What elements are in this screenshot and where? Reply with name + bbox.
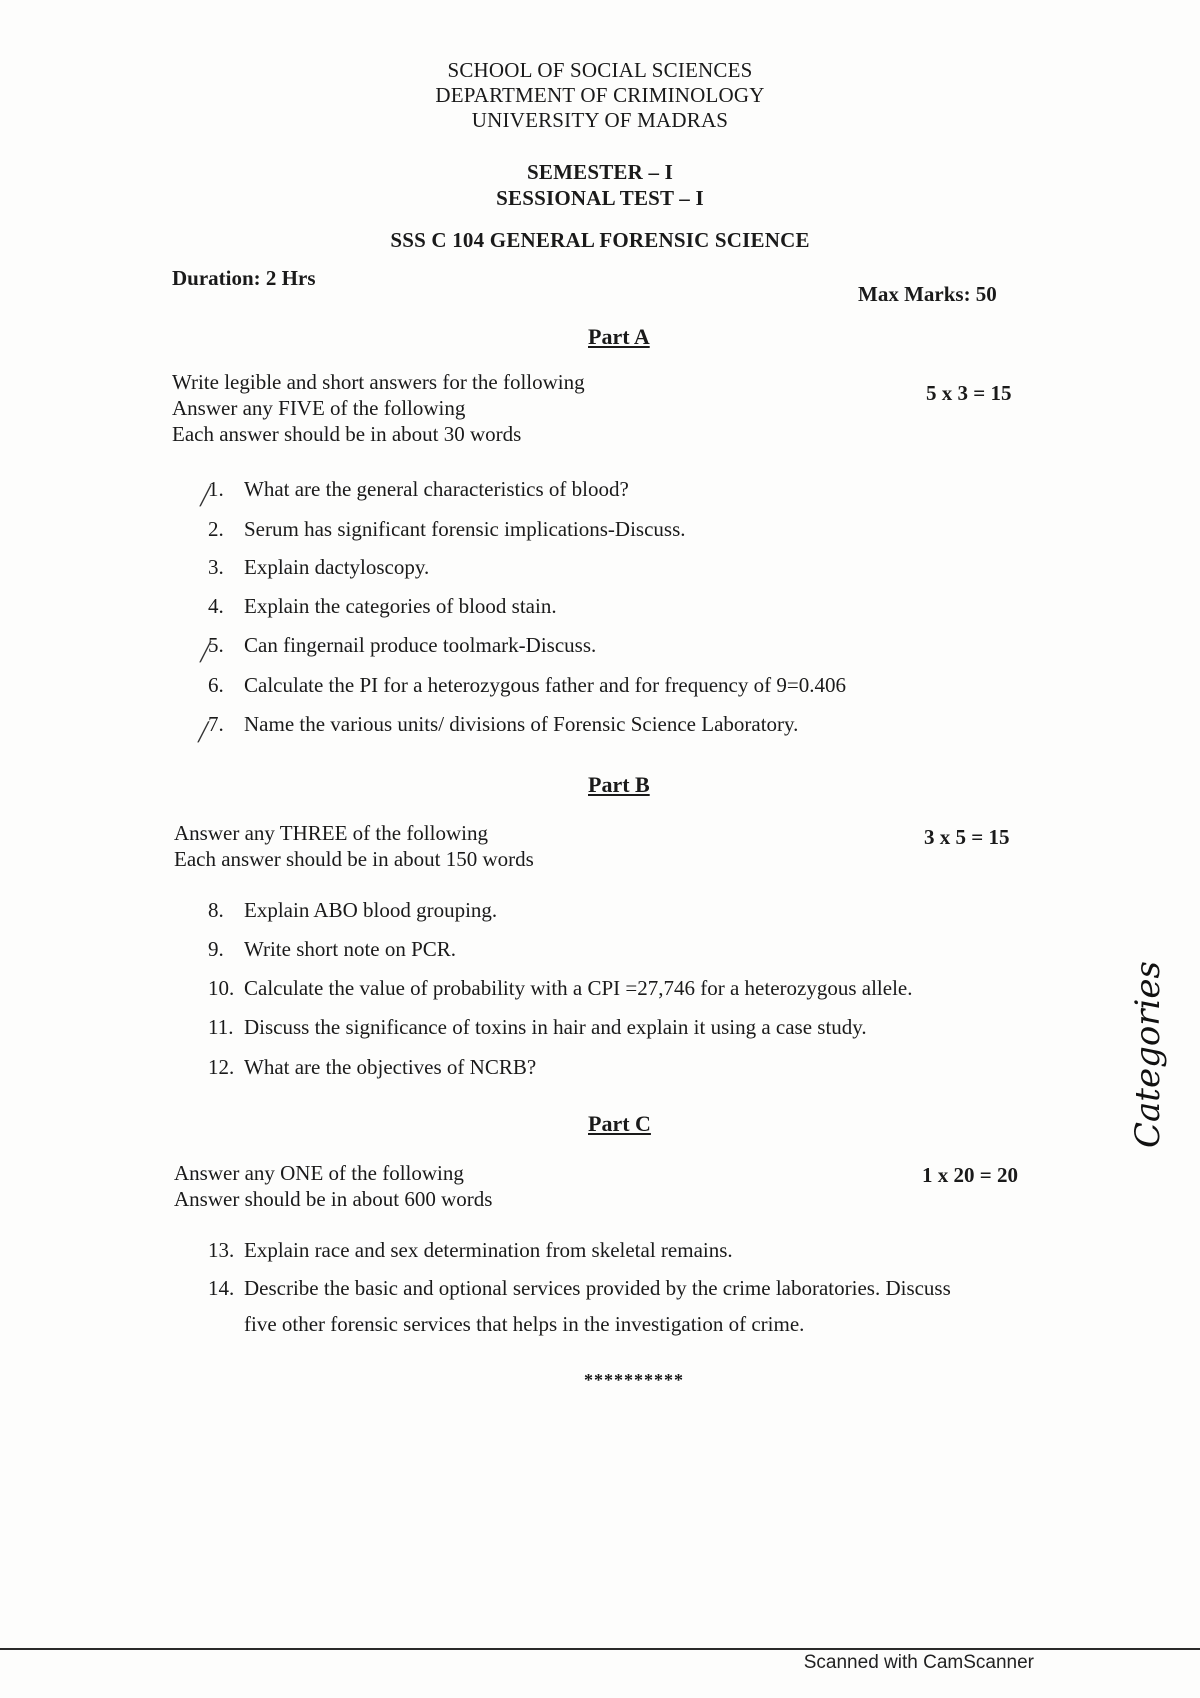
question-text: Write short note on PCR. — [244, 937, 457, 961]
part-a-title: Part A — [588, 324, 650, 349]
question-text: Calculate the value of probability with a CPI =27,746 for a heterozygous allele. — [244, 976, 913, 1000]
question-text: Describe the basic and optional services provided by the crime laboratories. Discuss — [244, 1276, 951, 1300]
question-number: 13. — [208, 1238, 235, 1262]
question-number: 10. — [208, 976, 235, 1000]
question-item — [208, 477, 629, 502]
question-item — [208, 1015, 867, 1040]
question-item — [208, 673, 846, 698]
question-number: 11. — [208, 1015, 234, 1039]
question-item — [208, 937, 456, 962]
part-b-instructions — [174, 820, 534, 872]
question-text: Calculate the PI for a heterozygous father and for frequency of 9=0.406 — [244, 673, 846, 697]
instruction-line: Answer should be in about 600 words — [174, 1187, 493, 1211]
part-c-title: Part C — [588, 1111, 651, 1136]
instruction-line: Answer any THREE of the following — [174, 821, 488, 845]
part-b-title: Part B — [588, 772, 650, 797]
question-text: Can fingernail produce toolmark-Discuss. — [244, 633, 597, 657]
part-c-marks: 1 x 20 = 20 — [922, 1163, 1018, 1187]
question-number: 3. — [208, 555, 224, 579]
question-item — [208, 594, 557, 619]
part-a-instructions — [172, 369, 585, 447]
question-number: 1. — [208, 477, 224, 501]
question-text: Explain dactyloscopy. — [244, 555, 430, 579]
question-number: 7. — [208, 712, 224, 736]
scanner-watermark: Scanned with CamScanner — [803, 1652, 1034, 1673]
question-item — [208, 633, 596, 658]
university-name: UNIVERSITY OF MADRAS — [471, 108, 729, 132]
question-item — [208, 517, 686, 542]
pen-tick-mark: ╱ — [198, 722, 209, 743]
instruction-line: Each answer should be in about 30 words — [172, 422, 522, 446]
question-text: Discuss the significance of toxins in hair and explain it using a case study. — [244, 1015, 867, 1039]
test-label: SESSIONAL TEST – I — [496, 186, 704, 210]
school-name: SCHOOL OF SOCIAL SCIENCES — [447, 58, 753, 82]
instruction-line: Write legible and short answers for the following — [172, 370, 585, 394]
question-item — [208, 976, 912, 1001]
footer-divider — [0, 1648, 1200, 1650]
question-text: What are the objectives of NCRB? — [244, 1055, 537, 1079]
instruction-line: Each answer should be in about 150 words — [174, 847, 534, 871]
duration-label: Duration: 2 Hrs — [172, 266, 316, 290]
part-a-marks: 5 x 3 = 15 — [926, 381, 1012, 405]
course-title: SSS C 104 GENERAL FORENSIC SCIENCE — [390, 228, 810, 252]
semester-label: SEMESTER – I — [527, 160, 673, 184]
question-item — [208, 555, 429, 580]
question-text: Serum has significant forensic implications-Discuss. — [244, 517, 686, 541]
question-number: 6. — [208, 673, 224, 697]
question-number: 4. — [208, 594, 224, 618]
handwritten-note: Categories — [1128, 961, 1168, 1148]
question-text: Explain the categories of blood stain. — [244, 594, 557, 618]
question-text-continued: five other forensic services that helps in the investigation of crime. — [244, 1312, 805, 1336]
pen-tick-mark: ╱ — [200, 486, 211, 507]
question-number: 8. — [208, 898, 224, 922]
question-item — [208, 1238, 733, 1263]
question-text: Explain race and sex determination from skeletal remains. — [244, 1238, 733, 1262]
question-item — [208, 712, 798, 737]
department-name: DEPARTMENT OF CRIMINOLOGY — [435, 83, 765, 107]
question-number: 9. — [208, 937, 224, 961]
question-number: 2. — [208, 517, 224, 541]
question-number: 12. — [208, 1055, 235, 1079]
instruction-line: Answer any ONE of the following — [174, 1161, 464, 1185]
pen-tick-mark: ╱ — [200, 642, 211, 663]
question-number: 5. — [208, 633, 224, 657]
question-text: Name the various units/ divisions of Forensic Science Laboratory. — [244, 712, 799, 736]
question-text: What are the general characteristics of blood? — [244, 477, 629, 501]
question-item — [208, 898, 497, 923]
part-b-marks: 3 x 5 = 15 — [924, 825, 1010, 849]
question-number: 14. — [208, 1276, 235, 1300]
question-item — [208, 1055, 536, 1080]
question-item — [208, 1270, 988, 1342]
instruction-line: Answer any FIVE of the following — [172, 396, 466, 420]
end-marker: ********** — [584, 1370, 684, 1390]
max-marks-label: Max Marks: 50 — [858, 282, 997, 306]
question-text: Explain ABO blood grouping. — [244, 898, 498, 922]
part-c-instructions — [174, 1160, 492, 1212]
